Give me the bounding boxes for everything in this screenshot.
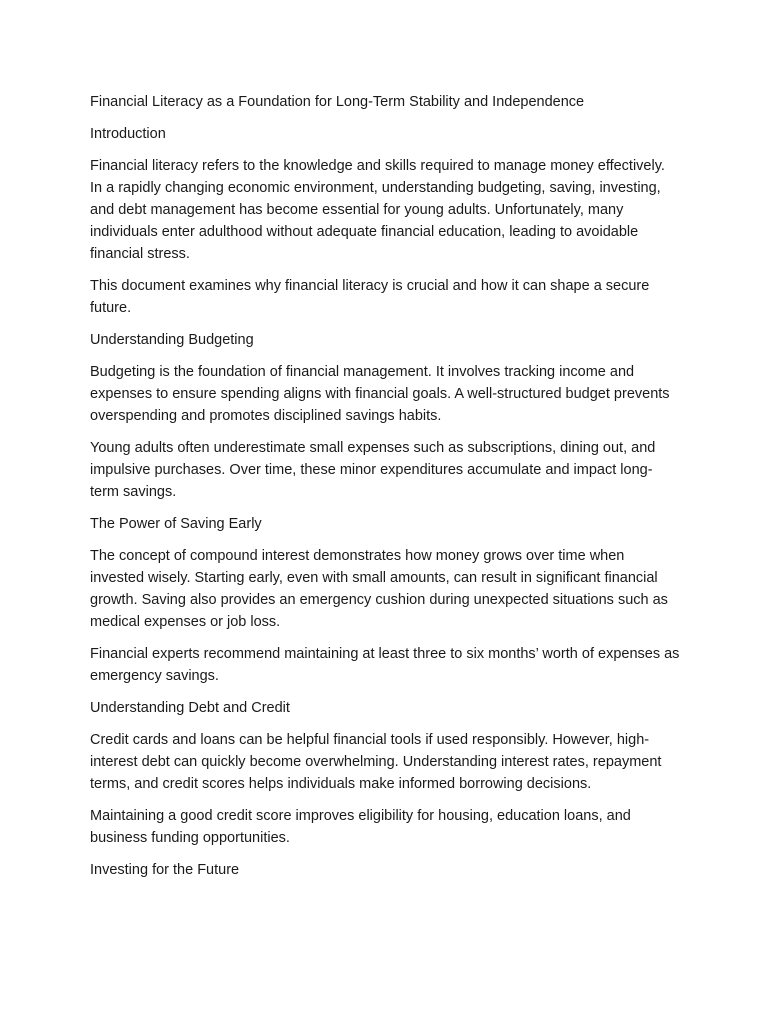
- section-heading-investing: Investing for the Future: [90, 862, 240, 878]
- section-heading-saving: The Power of Saving Early: [90, 516, 262, 532]
- paragraph-saving-1: The concept of compound interest demonstrates how money grows over time when invested wisely. Starting early, even with small amounts, can result in significant financial growth. Saving also provides an emergency cushion during unexpected situations such as medical expenses or job loss.: [90, 548, 668, 630]
- document-title: Financial Literacy as a Foundation for Long-Term Stability and Independence: [90, 94, 585, 110]
- document-body: [90, 91, 680, 891]
- paragraph-introduction-1: Financial literacy refers to the knowledge and skills required to manage money effectively. In a rapidly changing economic environment, understanding budgeting, saving, investing, and debt management has become essential for young adults. Unfortunately, many individuals enter adulthood without adequate financial education, leading to avoidable financial stress.: [90, 158, 665, 262]
- section-heading-debt-credit: Understanding Debt and Credit: [90, 700, 290, 716]
- paragraph-budgeting-1: Budgeting is the foundation of financial management. It involves tracking income and expenses to ensure spending aligns with financial goals. A well-structured budget prevents overspending and promotes disciplined savings habits.: [90, 364, 670, 424]
- section-heading-budgeting: Understanding Budgeting: [90, 332, 254, 348]
- paragraph-debt-credit-1: Credit cards and loans can be helpful financial tools if used responsibly. However, high-interest debt can quickly become overwhelming. Understanding interest rates, repayment terms, and credit scores helps individuals make informed borrowing decisions.: [90, 732, 662, 792]
- paragraph-debt-credit-2: Maintaining a good credit score improves eligibility for housing, education loans, and business funding opportunities.: [90, 808, 631, 846]
- section-heading-introduction: Introduction: [90, 126, 166, 142]
- paragraph-introduction-2: This document examines why financial literacy is crucial and how it can shape a secure future.: [90, 278, 650, 316]
- paragraph-budgeting-2: Young adults often underestimate small expenses such as subscriptions, dining out, and impulsive purchases. Over time, these minor expenditures accumulate and impact long-term savings.: [90, 440, 656, 500]
- paragraph-saving-2: Financial experts recommend maintaining at least three to six months’ worth of expenses as emergency savings.: [90, 646, 680, 684]
